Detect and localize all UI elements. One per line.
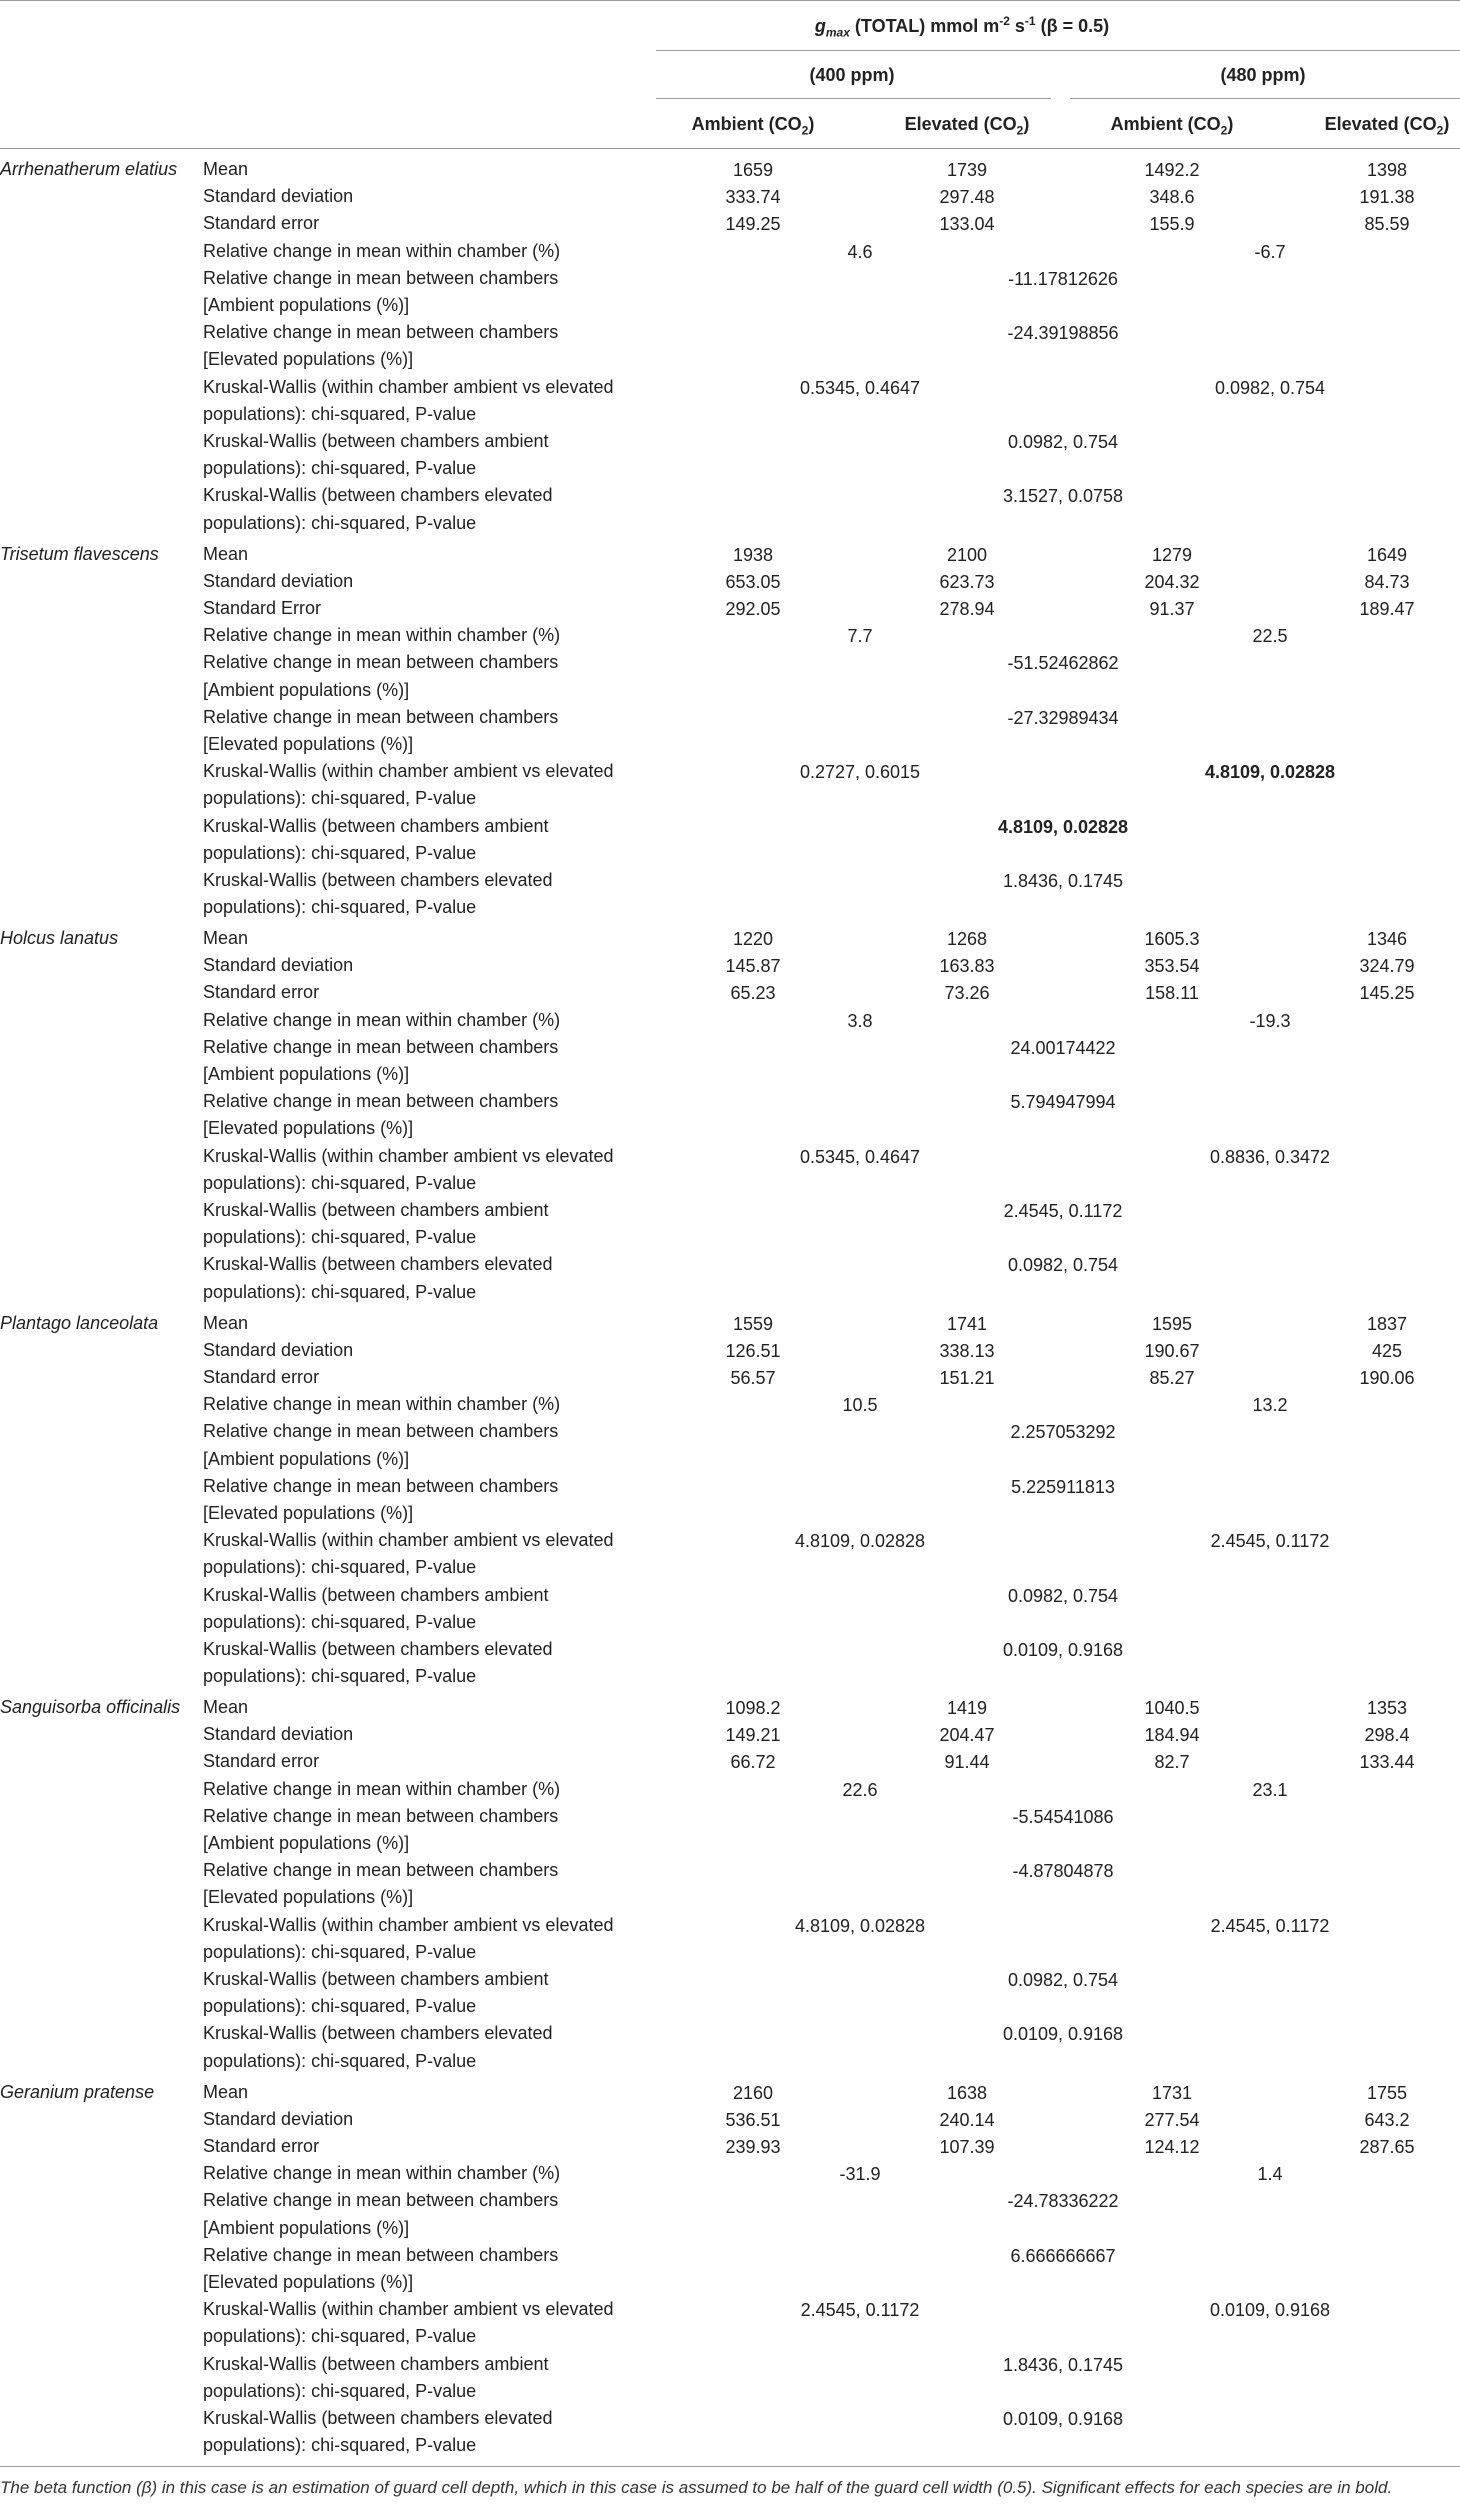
cell-sd: 204.47 — [939, 1725, 995, 1746]
row-label-rel-between-ambient: Relative change in mean between chambers [Ambient populations (%)] — [203, 1805, 559, 1853]
group-rule-480 — [1070, 98, 1460, 99]
row-label-kw-between-elevated: Kruskal-Wallis (between chambers elevated populations): chi-squared, P-value — [203, 2407, 553, 2456]
row-label-se: Standard error — [203, 2135, 320, 2156]
cell-rel-between-elevated: 5.794947994 — [1010, 1092, 1116, 1113]
cell-mean: 1220 — [732, 929, 774, 949]
cell-mean: 1755 — [1366, 2082, 1408, 2103]
cell-kw-within: 2.4545, 0.1172 — [1210, 1915, 1330, 1936]
cell-sd: 324.79 — [1359, 956, 1415, 977]
row-label-sd: Standard deviation — [203, 570, 354, 591]
col-header-ambient-480: Ambient $(CO_2)$ — [1110, 114, 1234, 138]
cell-sd: 338.13 — [939, 1340, 995, 1361]
cell-rel-between-elevated: -4.87804878 — [1012, 1861, 1114, 1882]
cell-sd: 190.67 — [1144, 1340, 1200, 1361]
cell-sd: 353.54 — [1144, 956, 1200, 977]
cell-sd: 643.2 — [1364, 2109, 1410, 2130]
cell-kw-within: 4.8109, 0.02828 — [794, 1531, 926, 1552]
row-label-kw-within: Kruskal-Wallis (within chamber ambient vs elevated populations): chi-squared, P-value — [203, 761, 614, 809]
cell-se: 155.9 — [1149, 214, 1195, 235]
cell-se: 124.12 — [1144, 2136, 1200, 2157]
row-label-rel-between-ambient: Relative change in mean between chambers [Ambient populations (%)] — [203, 2190, 559, 2238]
title-rule — [656, 50, 1460, 51]
row-label-rel-within: Relative change in mean within chamber (%) — [203, 240, 561, 261]
row-label-kw-within: Kruskal-Wallis (within chamber ambient vs elevated populations): chi-squared, P-value — [203, 1914, 614, 1962]
cell-rel-between-ambient: 24.00174422 — [1010, 1037, 1116, 1058]
row-label-rel-between-elevated: Relative change in mean between chambers [Elevated populations (%)] — [203, 706, 559, 754]
row-label-rel-within: Relative change in mean within chamber (%) — [203, 625, 561, 646]
cell-mean: 1419 — [946, 1698, 988, 1718]
cell-se: 149.25 — [725, 214, 781, 235]
cell-kw-between-ambient: 1.8436, 0.1745 — [1002, 2354, 1124, 2375]
cell-kw-between-ambient: 0.0982, 0.754 — [1007, 1585, 1119, 1606]
group-rule-400 — [656, 98, 1051, 99]
cell-rel-between-ambient: -11.17812626 — [1008, 268, 1118, 289]
cell-se: 133.04 — [939, 214, 995, 235]
row-label-rel-between-elevated: Relative change in mean between chambers [Elevated populations (%)] — [203, 1475, 559, 1523]
cell-mean: 1739 — [946, 160, 988, 180]
row-label-rel-between-elevated: Relative change in mean between chambers [Elevated populations (%)] — [203, 2244, 559, 2292]
cell-kw-between-ambient: 0.0982, 0.754 — [1007, 432, 1119, 452]
row-label-rel-between-ambient: Relative change in mean between chambers [Ambient populations (%)] — [203, 1036, 559, 1084]
row-label-rel-between-elevated: Relative change in mean between chambers [Elevated populations (%)] — [203, 322, 559, 370]
cell-kw-within: 2.4545, 0.1172 — [1210, 1531, 1330, 1552]
cell-rel-within: 22.6 — [842, 1779, 878, 1800]
species-name: Sanguisorba officinalis — [0, 1697, 181, 1717]
cell-sd: 277.54 — [1144, 2109, 1200, 2130]
cell-sd: 163.83 — [939, 956, 995, 977]
cell-mean: 1595 — [1151, 1313, 1193, 1334]
cell-se: 65.23 — [730, 983, 776, 1004]
cell-rel-between-elevated: -27.32989434 — [1007, 707, 1119, 728]
cell-mean: 1398 — [1366, 160, 1408, 180]
row-label-sd: Standard deviation — [203, 186, 354, 207]
bottom-rule — [0, 2466, 1460, 2467]
row-label-sd: Standard deviation — [203, 955, 354, 976]
cell-rel-within: -31.9 — [839, 2164, 881, 2185]
species-name: Holcus lanatus — [0, 928, 119, 948]
row-label-mean: Mean — [203, 543, 249, 564]
cell-sd: 126.51 — [725, 1340, 781, 1361]
cell-kw-within: 0.0982, 0.754 — [1214, 377, 1326, 398]
row-label-rel-within: Relative change in mean within chamber (%) — [203, 1009, 561, 1030]
cell-sd: 623.73 — [939, 571, 995, 592]
row-label-kw-between-ambient: Kruskal-Wallis (between chambers ambient populations): chi-squared, P-value — [203, 431, 549, 479]
species-name: Geranium pratense — [0, 2081, 155, 2102]
cell-rel-between-ambient: -51.52462862 — [1007, 653, 1119, 674]
cell-mean: 1649 — [1366, 544, 1408, 565]
cell-kw-within: 0.8836, 0.3472 — [1209, 1146, 1331, 1167]
cell-kw-within: 2.4545, 0.1172 — [800, 2300, 920, 2321]
cell-se: 190.06 — [1359, 1367, 1415, 1388]
cell-kw-within: 4.8109, 0.02828 — [794, 1915, 926, 1936]
cell-mean: 1731 — [1151, 2082, 1193, 2103]
cell-se: 145.25 — [1359, 983, 1415, 1004]
cell-kw-between-elevated: 3.1527, 0.0758 — [1002, 486, 1124, 507]
row-label-mean: Mean — [203, 1697, 249, 1717]
cell-sd: 240.14 — [939, 2109, 995, 2130]
top-rule — [0, 0, 1460, 1]
row-label-kw-between-ambient: Kruskal-Wallis (between chambers ambient populations): chi-squared, P-value — [203, 2353, 549, 2401]
row-label-kw-within: Kruskal-Wallis (within chamber ambient vs elevated populations): chi-squared, P-value — [203, 1530, 614, 1578]
cell-sd: 149.21 — [725, 1725, 781, 1746]
cell-kw-within: 0.2727, 0.6015 — [799, 762, 921, 783]
cell-kw-within: 0.0109, 0.9168 — [1209, 2300, 1331, 2321]
cell-mean: 1659 — [732, 160, 774, 180]
row-label-kw-between-elevated: Kruskal-Wallis (between chambers elevated populations): chi-squared, P-value — [203, 2023, 553, 2071]
row-label-se: Standard error — [203, 982, 320, 1003]
cell-rel-within: 22.5 — [1252, 626, 1288, 647]
row-label-mean: Mean — [203, 159, 249, 179]
row-label-kw-between-ambient: Kruskal-Wallis (between chambers ambient populations): chi-squared, P-value — [203, 1584, 549, 1632]
row-label-sd: Standard deviation — [203, 2108, 354, 2129]
cell-kw-within: 0.5345, 0.4647 — [799, 1146, 921, 1167]
row-label-rel-between-ambient: Relative change in mean between chambers [Ambient populations (%)] — [203, 652, 559, 700]
row-label-sd: Standard deviation — [203, 1339, 354, 1360]
row-label-se: Standard Error — [203, 597, 322, 618]
row-label-rel-within: Relative change in mean within chamber (%) — [203, 2163, 561, 2184]
row-label-rel-between-ambient: Relative change in mean between chambers [Ambient populations (%)] — [203, 1421, 559, 1469]
cell-se: 151.21 — [939, 1367, 995, 1388]
cell-mean: 1638 — [946, 2082, 988, 2103]
cell-rel-within: -19.3 — [1249, 1010, 1291, 1031]
row-label-rel-within: Relative change in mean within chamber (%) — [203, 1778, 561, 1799]
cell-mean: 2160 — [732, 2082, 774, 2103]
cell-rel-between-elevated: -24.39198856 — [1007, 323, 1119, 344]
cell-kw-between-elevated: 0.0109, 0.9168 — [1002, 2408, 1124, 2429]
row-label-kw-within: Kruskal-Wallis (within chamber ambient vs elevated populations): chi-squared, P-value — [203, 1145, 614, 1193]
cell-se: 66.72 — [730, 1752, 776, 1773]
col-header-elevated-480: Elevated $(CO_2)$ — [1324, 114, 1450, 138]
cell-rel-within: 4.6 — [847, 241, 873, 262]
row-label-rel-between-elevated: Relative change in mean between chambers [Elevated populations (%)] — [203, 1091, 559, 1139]
cell-mean: 1559 — [732, 1313, 774, 1334]
cell-se: 287.65 — [1359, 2136, 1415, 2157]
cell-rel-within: 7.7 — [847, 626, 873, 647]
row-label-kw-within: Kruskal-Wallis (within chamber ambient vs elevated populations): chi-squared, P-value — [203, 2299, 614, 2347]
cell-se: 158.11 — [1145, 983, 1199, 1004]
row-label-kw-within: Kruskal-Wallis (within chamber ambient vs elevated populations): chi-squared, P-value — [203, 376, 614, 424]
cell-kw-between-elevated: 0.0109, 0.9168 — [1002, 2024, 1124, 2045]
cell-se: 292.05 — [725, 598, 781, 619]
cell-kw-within: 4.8109, 0.02828 — [1204, 762, 1336, 783]
cell-kw-within: 0.5345, 0.4647 — [799, 377, 921, 398]
cell-se: 73.26 — [944, 983, 990, 1004]
row-label-kw-between-elevated: Kruskal-Wallis (between chambers elevated populations): chi-squared, P-value — [203, 869, 553, 918]
cell-kw-between-elevated: 0.0982, 0.754 — [1007, 1255, 1119, 1276]
cell-mean: 1741 — [946, 1313, 988, 1334]
row-label-mean: Mean — [203, 1312, 249, 1333]
cell-kw-between-elevated: 1.8436, 0.1745 — [1002, 870, 1124, 891]
cell-se: 107.39 — [939, 2136, 995, 2157]
cell-rel-between-ambient: -24.78336222 — [1007, 2191, 1119, 2212]
row-label-mean: Mean — [203, 928, 249, 948]
cell-sd: 184.94 — [1144, 1725, 1200, 1746]
cell-mean: 1098.2 — [725, 1698, 781, 1718]
cell-sd: 653.05 — [725, 571, 781, 592]
row-label-rel-between-elevated: Relative change in mean between chambers [Elevated populations (%)] — [203, 1860, 559, 1908]
group-header-480: (480 ppm) — [1220, 65, 1306, 85]
cell-sd: 348.6 — [1149, 187, 1195, 208]
cell-rel-between-elevated: 5.225911813 — [1011, 1476, 1115, 1497]
cell-mean: 1279 — [1151, 544, 1193, 565]
cell-mean: 1837 — [1366, 1313, 1408, 1334]
cell-sd: 145.87 — [725, 956, 781, 977]
row-label-kw-between-ambient: Kruskal-Wallis (between chambers ambient populations): chi-squared, P-value — [203, 1969, 549, 2017]
species-name: Plantago lanceolata — [0, 1312, 159, 1333]
cell-rel-within: 3.8 — [847, 1010, 873, 1031]
cell-sd: 84.73 — [1364, 571, 1410, 592]
cell-rel-within: -6.7 — [1254, 241, 1286, 262]
cell-sd: 425 — [1371, 1340, 1403, 1361]
table-footnote: The beta function (β) in this case is an estimation of guard cell depth, which in this case is assumed to be half of the guard cell width (0.5). Significant effects for each species are in bold. — [0, 2478, 1393, 2497]
cell-sd: 297.48 — [939, 187, 995, 208]
cell-se: 278.94 — [939, 598, 995, 619]
cell-se: 133.44 — [1359, 1752, 1415, 1773]
row-label-mean: Mean — [203, 2081, 249, 2102]
cell-sd: 536.51 — [725, 2109, 781, 2130]
row-label-se: Standard error — [203, 213, 320, 234]
cell-mean: 1346 — [1366, 929, 1408, 949]
cell-sd: 204.32 — [1144, 571, 1200, 592]
table-title: $g_{max}$ (TOTAL) mmol $m^{-2}$ $s^{-1}$ (β = 0.5) — [814, 14, 1110, 40]
col-header-ambient-400: Ambient $(CO_2)$ — [691, 114, 815, 138]
cell-se: 91.44 — [944, 1752, 990, 1773]
group-header-400: (400 ppm) — [809, 65, 895, 85]
row-label-kw-between-elevated: Kruskal-Wallis (between chambers elevated populations): chi-squared, P-value — [203, 1638, 553, 1687]
row-label-kw-between-elevated: Kruskal-Wallis (between chambers elevated populations): chi-squared, P-value — [203, 485, 553, 533]
cell-mean: 1268 — [946, 929, 988, 949]
row-label-se: Standard error — [203, 1751, 320, 1772]
cell-rel-within: 13.2 — [1252, 1395, 1288, 1416]
row-label-kw-between-ambient: Kruskal-Wallis (between chambers ambient populations): chi-squared, P-value — [203, 1200, 549, 1248]
cell-sd: 191.38 — [1359, 187, 1415, 208]
cell-kw-between-ambient: 0.0982, 0.754 — [1007, 1970, 1119, 1990]
row-label-kw-between-ambient: Kruskal-Wallis (between chambers ambient populations): chi-squared, P-value — [203, 815, 549, 863]
header-bottom-rule — [0, 148, 1460, 149]
cell-mean: 1492.2 — [1144, 160, 1200, 180]
cell-se: 85.59 — [1364, 214, 1410, 235]
cell-se: 56.57 — [730, 1367, 776, 1388]
cell-sd: 298.4 — [1364, 1725, 1410, 1746]
cell-se: 91.37 — [1149, 598, 1195, 619]
species-name: Arrhenatherum elatius — [0, 159, 178, 179]
col-header-elevated-400: Elevated $(CO_2)$ — [904, 114, 1030, 138]
cell-rel-within: 1.4 — [1257, 2164, 1283, 2185]
cell-mean: 1040.5 — [1144, 1698, 1200, 1718]
cell-rel-between-ambient: 2.257053292 — [1010, 1422, 1116, 1443]
cell-rel-within: 23.1 — [1252, 1779, 1288, 1800]
cell-kw-between-ambient: 4.8109, 0.02828 — [997, 816, 1129, 837]
cell-rel-between-elevated: 6.666666667 — [1010, 2245, 1116, 2266]
cell-kw-between-elevated: 0.0109, 0.9168 — [1002, 1639, 1124, 1660]
cell-rel-between-ambient: -5.54541086 — [1012, 1806, 1114, 1827]
row-label-se: Standard error — [203, 1366, 320, 1387]
cell-kw-between-ambient: 2.4545, 0.1172 — [1003, 1201, 1123, 1221]
cell-mean: 2100 — [946, 544, 988, 565]
species-name: Trisetum flavescens — [0, 543, 159, 564]
cell-se: 85.27 — [1149, 1367, 1195, 1388]
row-label-sd: Standard deviation — [203, 1724, 354, 1745]
cell-se: 239.93 — [725, 2136, 781, 2157]
cell-mean: 1938 — [732, 544, 774, 565]
cell-rel-within: 10.5 — [842, 1395, 878, 1416]
cell-mean: 1605.3 — [1144, 929, 1200, 949]
row-label-rel-between-ambient: Relative change in mean between chambers [Ambient populations (%)] — [203, 267, 559, 315]
cell-se: 189.47 — [1359, 598, 1415, 619]
cell-se: 82.7 — [1154, 1752, 1190, 1773]
row-label-kw-between-elevated: Kruskal-Wallis (between chambers elevated populations): chi-squared, P-value — [203, 1254, 553, 1302]
cell-sd: 333.74 — [725, 187, 781, 208]
cell-mean: 1353 — [1366, 1698, 1408, 1718]
row-label-rel-within: Relative change in mean within chamber (%) — [203, 1394, 561, 1415]
